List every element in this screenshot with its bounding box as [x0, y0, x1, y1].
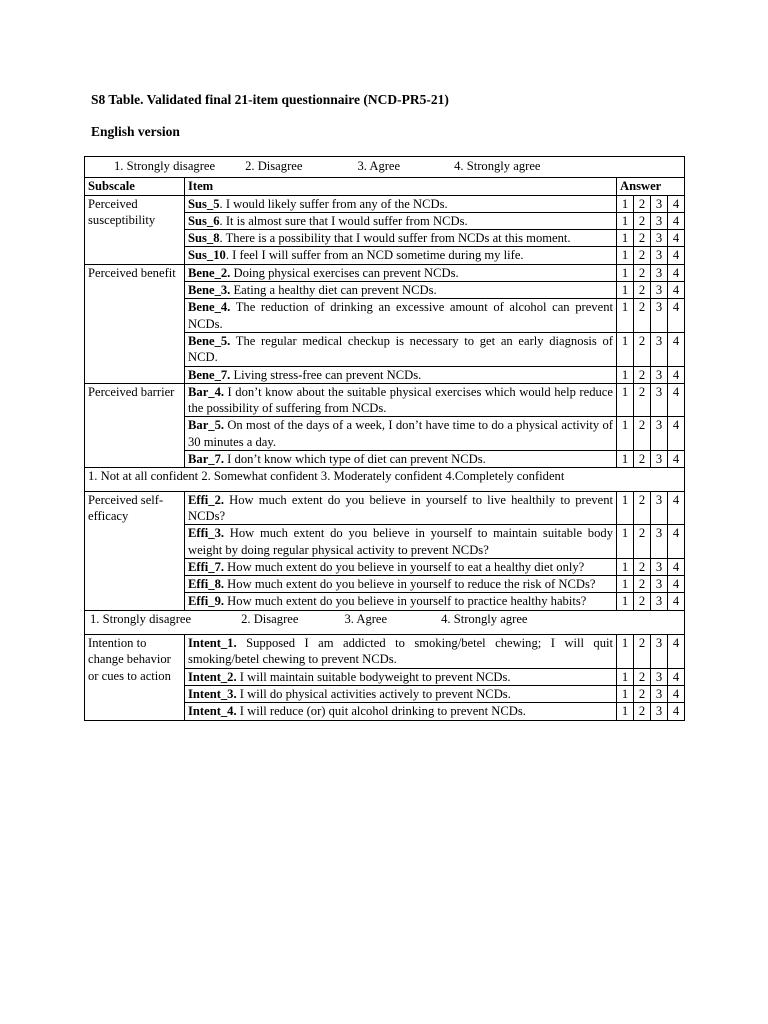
item-text [185, 635, 617, 669]
answer-option-1[interactable]: 1 [617, 558, 634, 575]
answer-option-1[interactable]: 1 [617, 417, 634, 451]
barrier-subscale: Perceived barrier [85, 383, 185, 467]
answer-option-2[interactable]: 2 [634, 451, 651, 468]
answer-option-4[interactable]: 4 [668, 195, 685, 212]
header-row [85, 178, 685, 195]
answer-option-1[interactable]: 1 [617, 264, 634, 281]
answer-option-3[interactable]: 3 [651, 383, 668, 417]
scale-agree-row-labels [88, 158, 681, 174]
answer-option-1[interactable]: 1 [617, 332, 634, 366]
answer-option-2[interactable]: 2 [634, 195, 651, 212]
answer-option-2[interactable]: 2 [634, 230, 651, 247]
item-text [185, 247, 617, 264]
item-code: Bar_5. [188, 418, 225, 433]
item-statement: . I feel I will suffer from an NCD sometime during my life. [225, 248, 524, 263]
answer-option-4[interactable]: 4 [668, 383, 685, 417]
scale-confident-text: 1. Not at all confident 2. Somewhat confident 3. Moderately confident 4.Completely confident [88, 469, 565, 484]
answer-option-2[interactable]: 2 [634, 685, 651, 702]
answer-option-2[interactable]: 2 [634, 299, 651, 333]
answer-option-4[interactable]: 4 [668, 593, 685, 610]
item-code: Sus_10 [188, 248, 226, 263]
item-code: Sus_8 [188, 231, 220, 246]
item-code: Bene_4. [188, 300, 231, 315]
item-text [185, 525, 617, 559]
item-statement: I will maintain suitable bodyweight to prevent NCDs. [236, 669, 511, 684]
item-code: Bar_4. [188, 384, 225, 399]
item-statement: How much extent do you believe in yourself to eat a healthy diet only? [224, 559, 585, 574]
answer-option-1[interactable]: 1 [617, 635, 634, 669]
item-code: Effi_9. [188, 594, 225, 609]
item-text [185, 212, 617, 229]
item-code: Effi_8. [188, 577, 225, 592]
item-code: Intent_2. [188, 669, 237, 684]
answer-option-3[interactable]: 3 [651, 230, 668, 247]
answer-option-2[interactable]: 2 [634, 366, 651, 383]
answer-option-4[interactable]: 4 [668, 264, 685, 281]
answer-option-3[interactable]: 3 [651, 593, 668, 610]
item-statement: How much extent do you believe in yourself to live healthily to prevent NCDs? [188, 492, 613, 523]
answer-option-1[interactable]: 1 [617, 668, 634, 685]
item-code: Sus_5 [188, 196, 220, 211]
answer-option-1[interactable]: 1 [617, 282, 634, 299]
scale-agree-row-2-labels [88, 611, 681, 627]
item-text [185, 703, 617, 720]
scale-option: 3. Agree [357, 159, 401, 173]
answer-option-1[interactable]: 1 [617, 230, 634, 247]
answer-option-4[interactable]: 4 [668, 451, 685, 468]
item-text [185, 593, 617, 610]
item-code: Bene_2. [188, 265, 231, 280]
answer-option-1[interactable]: 1 [617, 247, 634, 264]
answer-option-1[interactable]: 1 [617, 366, 634, 383]
answer-option-4[interactable]: 4 [668, 491, 685, 525]
item-text [185, 491, 617, 525]
table-title: S8 Table. Validated final 21-item questionnaire (NCD-PR5-21) [91, 92, 449, 107]
answer-option-4[interactable]: 4 [668, 525, 685, 559]
scale-agree-row [85, 157, 685, 178]
answer-option-4[interactable]: 4 [668, 576, 685, 593]
answer-option-3[interactable]: 3 [651, 635, 668, 669]
answer-option-3[interactable]: 3 [651, 558, 668, 575]
answer-option-2[interactable]: 2 [634, 525, 651, 559]
answer-option-2[interactable]: 2 [634, 668, 651, 685]
answer-option-1[interactable]: 1 [617, 299, 634, 333]
answer-option-3[interactable]: 3 [651, 703, 668, 720]
table-row [85, 635, 685, 669]
answer-option-2[interactable]: 2 [634, 383, 651, 417]
answer-option-3[interactable]: 3 [651, 195, 668, 212]
item-statement: . There is a possibility that I would suffer from NCDs at this moment. [219, 231, 571, 246]
answer-option-4[interactable]: 4 [668, 332, 685, 366]
item-text [185, 417, 617, 451]
table-row [85, 264, 685, 281]
intention-subscale: Intention to change behavior or cues to action [85, 635, 185, 720]
answer-option-3[interactable]: 3 [651, 576, 668, 593]
answer-option-2[interactable]: 2 [634, 635, 651, 669]
item-code: Intent_1. [188, 636, 237, 651]
answer-option-2[interactable]: 2 [634, 491, 651, 525]
language-subtitle: English version [91, 124, 180, 139]
item-text [185, 332, 617, 366]
item-code: Bene_3. [188, 283, 231, 298]
answer-option-2[interactable]: 2 [634, 703, 651, 720]
answer-option-2[interactable]: 2 [634, 593, 651, 610]
item-code: Effi_7. [188, 559, 225, 574]
answer-option-3[interactable]: 3 [651, 366, 668, 383]
item-code: Bene_5. [188, 333, 231, 348]
item-text [185, 558, 617, 575]
answer-option-1[interactable]: 1 [617, 685, 634, 702]
scale-option: 4. Strongly agree [454, 159, 541, 173]
scale-option: 3. Agree [344, 611, 388, 626]
answer-option-4[interactable]: 4 [668, 366, 685, 383]
item-code: Intent_3. [188, 686, 237, 701]
answer-option-4[interactable]: 4 [668, 635, 685, 669]
answer-option-3[interactable]: 3 [651, 212, 668, 229]
answer-header: Answer [617, 178, 685, 195]
answer-option-3[interactable]: 3 [651, 451, 668, 468]
item-statement: I will do physical activities actively to prevent NCDs. [236, 686, 511, 701]
answer-option-2[interactable]: 2 [634, 332, 651, 366]
answer-option-4[interactable]: 4 [668, 299, 685, 333]
item-text [185, 299, 617, 333]
item-text [185, 366, 617, 383]
answer-option-1[interactable]: 1 [617, 212, 634, 229]
answer-option-4[interactable]: 4 [668, 230, 685, 247]
answer-option-1[interactable]: 1 [617, 195, 634, 212]
item-code: Sus_6 [188, 213, 220, 228]
item-code: Intent_4. [188, 704, 237, 719]
answer-option-3[interactable]: 3 [651, 668, 668, 685]
item-statement: . It is almost sure that I would suffer from NCDs. [219, 213, 468, 228]
item-text [185, 282, 617, 299]
item-code: Bene_7. [188, 367, 231, 382]
item-statement: How much extent do you believe in yourself to maintain suitable body weight by doing regular physical activity to prevent NCDs? [188, 526, 613, 557]
answer-option-3[interactable]: 3 [651, 299, 668, 333]
item-text [185, 685, 617, 702]
item-text [185, 195, 617, 212]
item-statement: I will reduce (or) quit alcohol drinking to prevent NCDs. [236, 704, 526, 719]
scale-option: 2. Disagree [241, 611, 299, 626]
table-row [85, 491, 685, 525]
scale-option: 1. Strongly disagree [90, 611, 192, 626]
answer-option-4[interactable]: 4 [668, 417, 685, 451]
answer-option-2[interactable]: 2 [634, 247, 651, 264]
answer-option-1[interactable]: 1 [617, 491, 634, 525]
answer-option-3[interactable]: 3 [651, 491, 668, 525]
item-statement: I don’t know which type of diet can prevent NCDs. [224, 452, 486, 467]
item-text [185, 668, 617, 685]
answer-option-2[interactable]: 2 [634, 212, 651, 229]
item-statement: Doing physical exercises can prevent NCDs. [230, 265, 459, 280]
item-text [185, 451, 617, 468]
item-header: Item [185, 178, 617, 195]
susceptibility-subscale: Perceived susceptibility [85, 195, 185, 264]
answer-option-4[interactable]: 4 [668, 282, 685, 299]
answer-option-3[interactable]: 3 [651, 264, 668, 281]
answer-option-1[interactable]: 1 [617, 525, 634, 559]
item-code: Effi_3. [188, 526, 225, 541]
table-row [85, 383, 685, 417]
answer-option-1[interactable]: 1 [617, 703, 634, 720]
benefit-subscale: Perceived benefit [85, 264, 185, 383]
subscale-header: Subscale [85, 178, 185, 195]
item-statement: . I would likely suffer from any of the NCDs. [219, 196, 448, 211]
questionnaire-table [84, 156, 685, 721]
answer-option-1[interactable]: 1 [617, 593, 634, 610]
scale-confident-row [85, 468, 685, 491]
item-statement: How much extent do you believe in yourself to practice healthy habits? [224, 594, 587, 609]
efficacy-subscale: Perceived self-efficacy [85, 491, 185, 610]
scale-option: 1. Strongly disagree [114, 159, 216, 173]
answer-option-2[interactable]: 2 [634, 264, 651, 281]
answer-option-3[interactable]: 3 [651, 332, 668, 366]
item-statement: How much extent do you believe in yourself to reduce the risk of NCDs? [224, 577, 596, 592]
answer-option-2[interactable]: 2 [634, 576, 651, 593]
item-statement: On most of the days of a week, I don’t have time to do a physical activity of 30 minutes a day. [188, 418, 613, 449]
item-text [185, 264, 617, 281]
scale-option: 4. Strongly agree [441, 611, 528, 626]
answer-option-3[interactable]: 3 [651, 685, 668, 702]
scale-option: 2. Disagree [245, 159, 303, 173]
answer-option-1[interactable]: 1 [617, 576, 634, 593]
item-statement: Eating a healthy diet can prevent NCDs. [230, 283, 437, 298]
table-row [85, 195, 685, 212]
answer-option-4[interactable]: 4 [668, 558, 685, 575]
answer-option-3[interactable]: 3 [651, 525, 668, 559]
item-statement: The reduction of drinking an excessive amount of alcohol can prevent NCDs. [188, 300, 613, 331]
answer-option-3[interactable]: 3 [651, 417, 668, 451]
item-text [185, 230, 617, 247]
scale-agree-row-2 [85, 610, 685, 634]
answer-option-4[interactable]: 4 [668, 703, 685, 720]
item-statement: I don’t know about the suitable physical exercises which would help reduce the possibility of suffering from NCDs. [188, 384, 613, 416]
answer-option-1[interactable]: 1 [617, 383, 634, 417]
answer-option-4[interactable]: 4 [668, 668, 685, 685]
answer-option-4[interactable]: 4 [668, 247, 685, 264]
answer-option-4[interactable]: 4 [668, 685, 685, 702]
item-code: Effi_2. [188, 492, 225, 507]
answer-option-2[interactable]: 2 [634, 417, 651, 451]
answer-option-3[interactable]: 3 [651, 282, 668, 299]
answer-option-3[interactable]: 3 [651, 247, 668, 264]
answer-option-4[interactable]: 4 [668, 212, 685, 229]
item-code: Bar_7. [188, 452, 225, 467]
answer-option-1[interactable]: 1 [617, 451, 634, 468]
item-text [185, 576, 617, 593]
item-statement: Supposed I am addicted to smoking/betel chewing; I will quit smoking/betel chewing to prevent NCDs. [188, 636, 613, 667]
answer-option-2[interactable]: 2 [634, 282, 651, 299]
item-text [185, 383, 617, 417]
item-statement: The regular medical checkup is necessary to get an early diagnosis of NCD. [188, 333, 613, 365]
answer-option-2[interactable]: 2 [634, 558, 651, 575]
item-statement: Living stress-free can prevent NCDs. [230, 367, 422, 382]
